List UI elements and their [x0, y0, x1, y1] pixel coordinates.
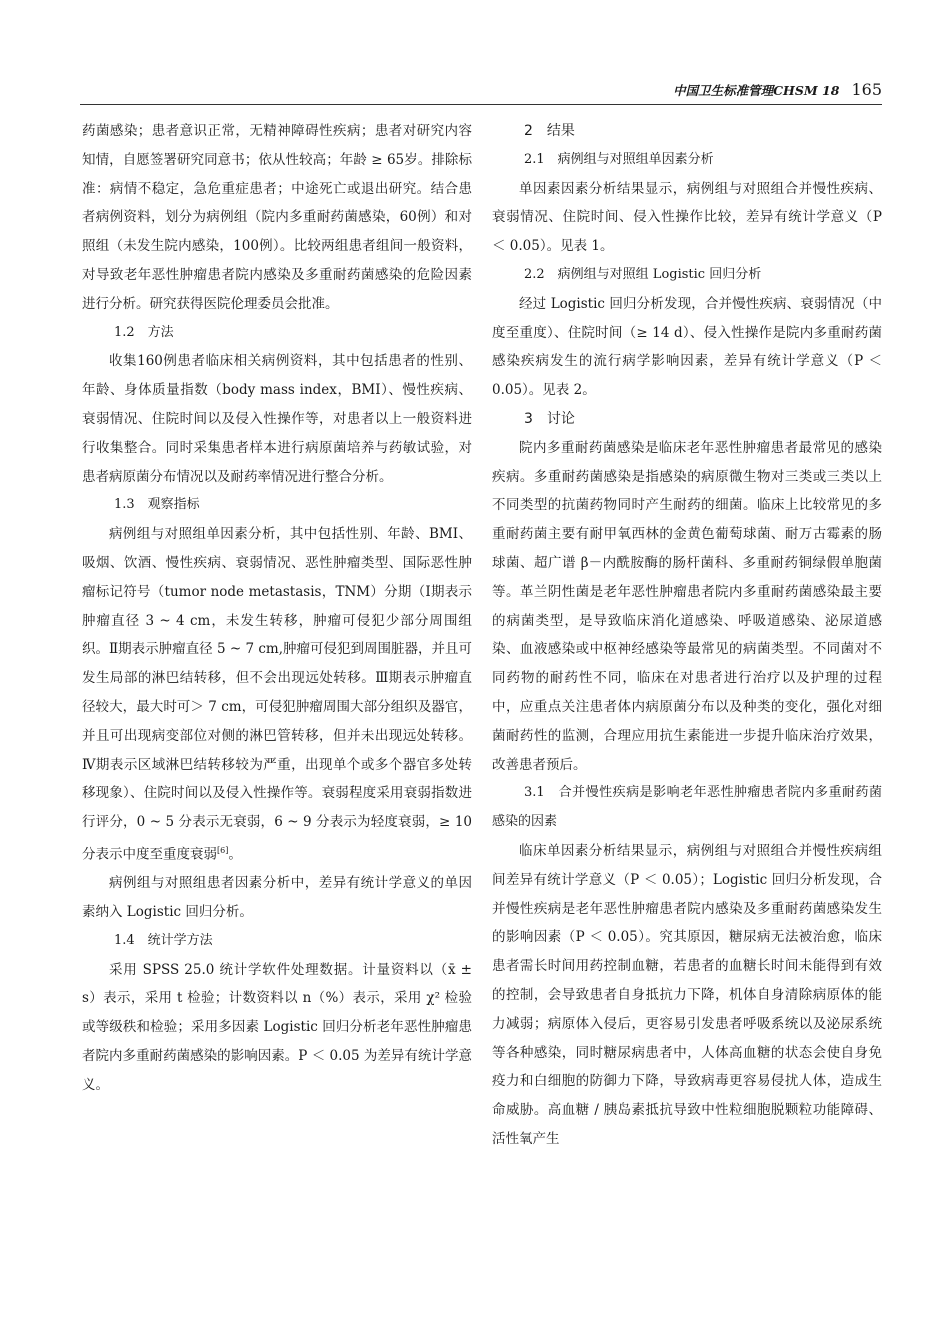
paragraph: 采用 SPSS 25.0 统计学软件处理数据。计量资料以（x̄ ± s）表示，采用 t 检验；计数资料以 n（%）表示，采用 χ² 检验或等级秩和检验；采用多因素 Logistic 回归分析老年恶性肿瘤患者院内多重耐药菌感染的影响因素。P ＜ 0.05 为差异有统计学意义。 — [82, 961, 472, 1093]
left-column — [82, 117, 472, 1100]
citation-ref: [6] — [217, 845, 229, 855]
paragraph: 病例组与对照组患者因素分析中，差异有统计学意义的单因素纳入 Logistic 回归分析。 — [82, 875, 472, 921]
section-heading-2: 2 结果 — [524, 123, 575, 139]
paragraph-end: 。 — [228, 846, 242, 863]
right-column — [492, 117, 882, 1154]
paragraph: 单因素因素分析结果显示，病例组与对照组合并慢性疾病、衰弱情况、住院时间、侵入性操作比较，差异有统计学意义（P ＜ 0.05）。见表 1。 — [492, 180, 882, 255]
section-heading-1-2: 1.2 方法 — [114, 324, 174, 340]
page-number: 165 — [851, 80, 882, 99]
header-rule — [80, 104, 882, 105]
page-header — [673, 80, 882, 99]
section-heading-3: 3 讨论 — [524, 410, 575, 427]
section-heading-1-4: 1.4 统计学方法 — [114, 932, 213, 948]
paragraph — [82, 520, 472, 869]
paragraph: 收集160例患者临床相关病例资料，其中包括患者的性别、年龄、身体质量指数（body mass index，BMI）、慢性疾病、衰弱情况、住院时间以及侵入性操作等，对患者以上一般资料进行收集整合。同时采集患者样本进行病原菌培养与药敏试验，对患者病原菌分布情况以及耐药率情况进行整合分析。 — [82, 353, 472, 485]
paragraph: 药菌感染；患者意识正常，无精神障碍性疾病；患者对研究内容知情，自愿签署研究同意书；依从性较高；年龄 ≥ 65岁。排除标准：病情不稳定，急危重症患者；中途死亡或退出研究。结合患者病例资料，划分为病例组（院内多重耐药菌感染，60例）和对照组（未发生院内感染，100例）。比较两组患者组间一般资料，对导致老年恶性肿瘤患者院内感染及多重耐药菌感染的危险因素进行分析。研究获得医院伦理委员会批准。 — [82, 123, 472, 312]
section-heading-2-2: 2.2 病例组与对照组 Logistic 回归分析 — [524, 266, 762, 282]
section-heading-3-1: 3.1 合并慢性疾病是影响老年恶性肿瘤患者院内多重耐药菌感染的因素 — [492, 785, 882, 830]
paragraph: 临床单因素分析结果显示，病例组与对照组合并慢性疾病组间差异有统计学意义（P ＜ 0.05）；Logistic 回归分析发现，合并慢性疾病是老年恶性肿瘤患者院内感染及多重耐药菌感染发生的影响因素（P ＜ 0.05）。究其原因，糖尿病无法被治愈，临床患者需长时间用药控制血糖，若患者的血糖长时间未能得到有效的控制，会导致患者自身抵抗力下降，机体自身清除病原体的能力减弱；病原体入侵后，更容易引发患者呼吸系统以及泌尿系统等各种感染，同时糖尿病患者中，人体高血糖的状态会使自身免疫力和白细胞的防御力下降，导致病毒更容易侵扰人体，造成生命威胁。高血糖 / 胰岛素抵抗导致中性粒细胞脱颗粒功能障碍、活性氧产生 — [492, 842, 882, 1147]
paragraph-text: 病例组与对照组单因素分析，其中包括性别、年龄、BMI、吸烟、饮酒、慢性疾病、衰弱情况、恶性肿瘤类型、国际恶性肿瘤标记符号（tumor node metastasis，TNM）分期（Ⅰ期表示肿瘤直径 3 ~ 4 cm，未发生转移，肿瘤可侵犯少部分周围组织。Ⅱ期表示肿瘤直径 5 ~ 7 cm,肿瘤可侵犯到周围脏器，并且可发生局部的淋巴结转移，但不会出现远处转移。Ⅲ期表示肿瘤直径较大，最大时可＞ 7 cm，可侵犯肿瘤周围大部分组织及器官，并且可出现病变部位对侧的淋巴管转移，但并未出现远处转移。Ⅳ期表示区域淋巴结转移较为严重，出现单个或多个器官多处转移现象）、住院时间以及侵入性操作等。衰弱程度采用衰弱指数进行评分，0 ~ 5 分表示无衰弱，6 ~ 9 分表示为轻度衰弱，≥ 10 分表示中度至重度衰弱 — [82, 526, 472, 863]
paragraph: 院内多重耐药菌感染是临床老年恶性肿瘤患者最常见的感染疾病。多重耐药菌感染是指感染的病原微生物对三类或三类以上不同类型的抗菌药物同时产生耐药的细菌。临床上比较常见的多重耐药菌主要有耐甲氧西林的金黄色葡萄球菌、耐万古霉素的肠球菌、超广谱 β－内酰胺酶的肠杆菌科、多重耐药铜绿假单胞菌等。革兰阴性菌是老年恶性肿瘤患者院内多重耐药菌感染最主要的病菌类型，是导致临床消化道感染、呼吸道感染、泌尿道感染、血液感染或中枢神经感染等最常见的病菌类型。不同菌对不同药物的耐药性不同，临床在对患者进行治疗以及护理的过程中，应重点关注患者体内病原菌分布以及种类的变化，强化对细菌耐药性的监测，合理应用抗生素能进一步提升临床治疗效果，改善患者预后。 — [492, 439, 882, 773]
journal-name: 中国卫生标准管理CHSM 18 — [673, 83, 840, 98]
section-heading-1-3: 1.3 观察指标 — [114, 497, 200, 513]
section-heading-2-1: 2.1 病例组与对照组单因素分析 — [524, 151, 714, 167]
paragraph: 经过 Logistic 回归分析发现，合并慢性疾病、衰弱情况（中度至重度）、住院时间（≥ 14 d）、侵入性操作是院内多重耐药菌感染疾病发生的流行病学影响因素，差异有统计学意义（P ＜ 0.05）。见表 2。 — [492, 295, 882, 399]
